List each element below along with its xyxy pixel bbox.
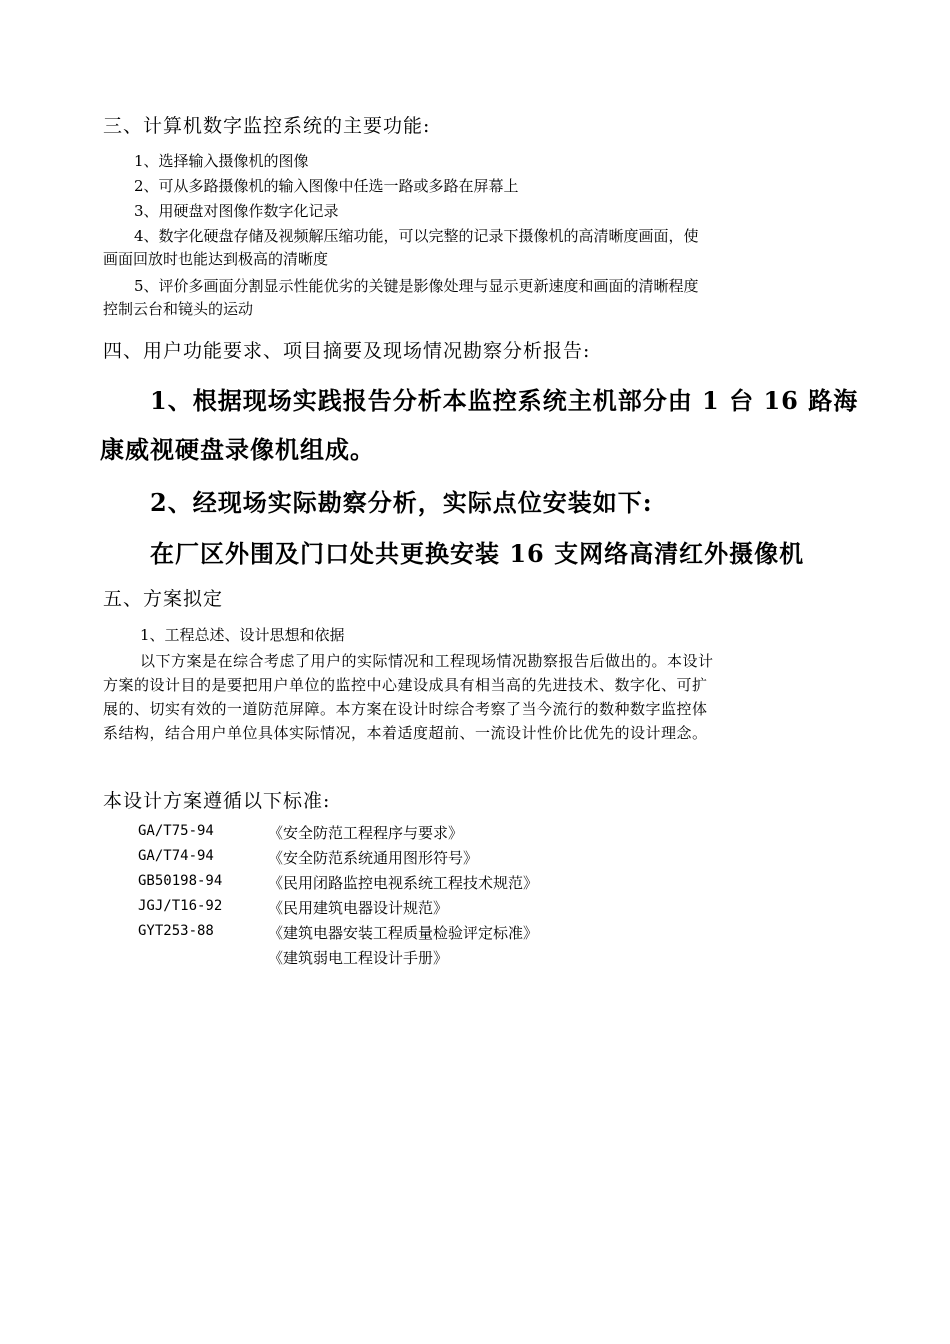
section4-bold-1-line2: 康威视硬盘录像机组成。 [100,435,375,464]
standard-title-4: 《民用建筑电器设计规范》 [268,899,449,917]
section4-bold-1-line1: 1、根据现场实践报告分析本监控系统主机部分由 1 台 16 路海 [150,386,859,415]
section3-item-4-line1: 4、数字化硬盘存储及视频解压缩功能，可以完整的记录下摄像机的高清晰度画面，使 [134,227,699,245]
section4-heading: 四、用户功能要求、项目摘要及现场情况勘察分析报告: [103,340,591,362]
section4-bold-3: 在厂区外围及门口处共更换安装 16 支网络高清红外摄像机 [150,539,805,568]
standard-code-5: GYT253-88 [138,923,214,939]
standard-code-1: GA/T75-94 [138,823,214,839]
standard-title-5: 《建筑电器安装工程质量检验评定标准》 [268,924,539,942]
section5-paragraph-line4: 系结构，结合用户单位具体实际情况，本着适度超前、一流设计性价比优先的设计理念。 [103,724,708,742]
section5-subheading: 1、工程总述、设计思想和依据 [140,626,345,644]
section5-paragraph-line2: 方案的设计目的是要把用户单位的监控中心建设成具有相当高的先进技术、数字化、可扩 [103,676,708,694]
section5-heading: 五、方案拟定 [103,588,224,610]
section4-bold-2: 2、经现场实际勘察分析，实际点位安装如下: [150,488,653,517]
standard-title-1: 《安全防范工程程序与要求》 [268,824,464,842]
standard-title-3: 《民用闭路监控电视系统工程技术规范》 [268,874,539,892]
section5-paragraph-line1: 以下方案是在综合考虑了用户的实际情况和工程现场情况勘察报告后做出的。本设计 [140,652,714,670]
section3-item-3: 3、用硬盘对图像作数字化记录 [134,202,339,220]
section3-heading: 三、计算机数字监控系统的主要功能: [103,115,431,137]
section3-item-2: 2、可从多路摄像机的输入图像中任选一路或多路在屏幕上 [134,177,519,195]
section3-item-5-line1: 5、评价多画面分割显示性能优劣的关键是影像处理与显示更新速度和画面的清晰程度 [134,277,699,295]
standards-heading: 本设计方案遵循以下标准: [103,790,331,812]
standard-code-4: JGJ/T16-92 [138,898,223,914]
section5-paragraph-line3: 展的、切实有效的一道防范屏障。本方案在设计时综合考察了当今流行的数种数字监控体 [103,700,708,718]
standard-code-2: GA/T74-94 [138,848,214,864]
standard-code-3: GB50198-94 [138,873,223,889]
section3-item-5-line2: 控制云台和镜头的运动 [103,300,254,318]
standard-title-2: 《安全防范系统通用图形符号》 [268,849,479,867]
section3-item-4-line2: 画面回放时也能达到极高的清晰度 [103,250,329,268]
section3-item-1: 1、选择输入摄像机的图像 [134,152,309,170]
standard-title-6: 《建筑弱电工程设计手册》 [268,949,449,967]
